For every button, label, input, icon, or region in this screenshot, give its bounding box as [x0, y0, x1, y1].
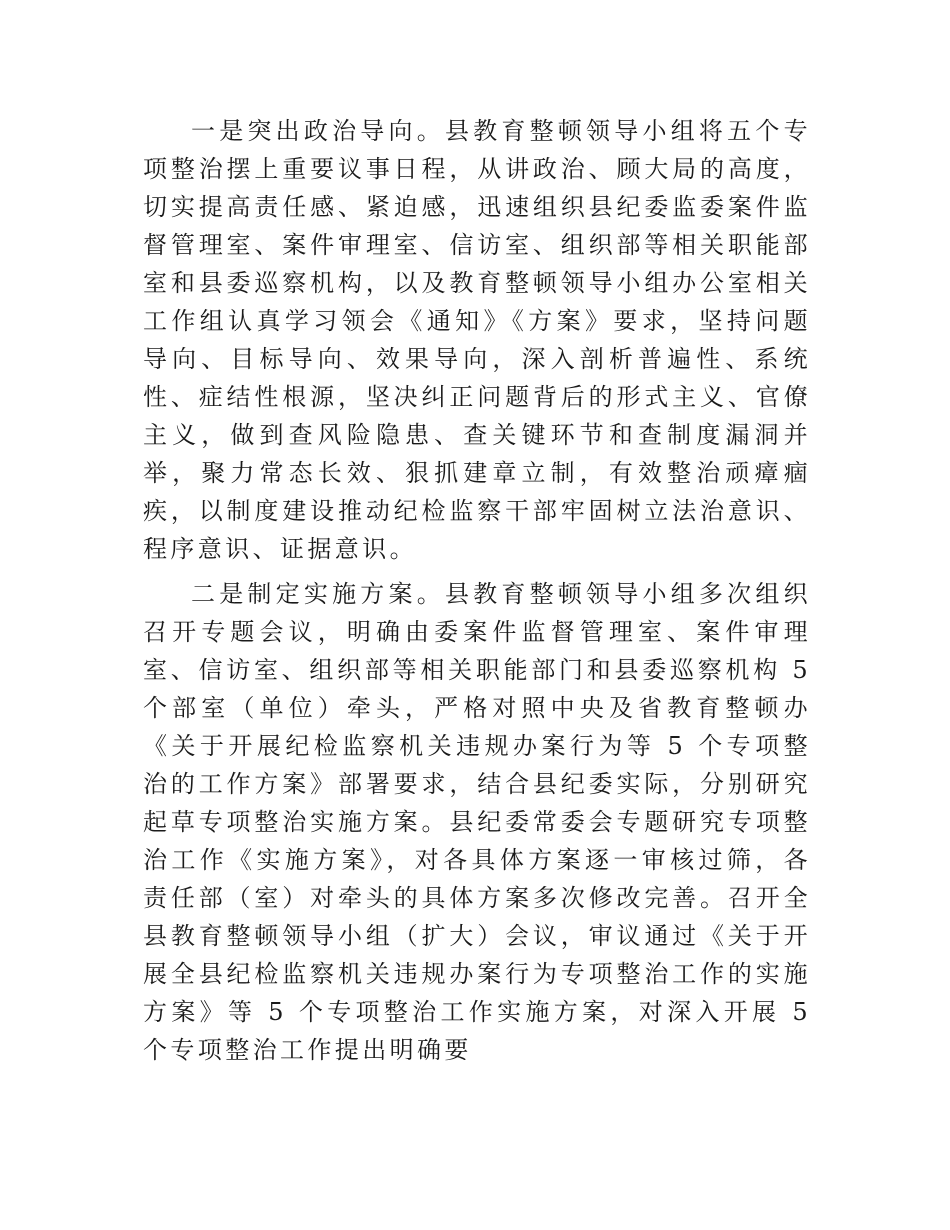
paragraph-implementation-plan: 二是制定实施方案。县教育整顿领导小组多次组织召开专题会议，明确由委案件监督管理室、案件审理室、信访室、组织部等相关职能部门和县委巡察机构 5 个部室（单位）牵头，严格对照中央及省教育整顿办《关于开展纪检监察机关违规办案行为等 5 个专项整治的工作方案》部署要求，结合县纪委实际，分别研究起草专项整治实施方案。县纪委常委会专题研究专项整治工作《实施方案》，对各具体方案逐一审核过筛，各责任部（室）对牵头的具体方案多次修改完善。召开全县教育整顿领导小组（扩大）会议，审议通过《关于开展全县纪检监察机关违规办案行为专项整治工作的实施方案》等 5 个专项整治工作实施方案，对深入开展 5 个专项整治工作提出明确要 [143, 580, 811, 1064]
document-body [143, 112, 811, 1069]
paragraph-political-orientation: 一是突出政治导向。县教育整顿领导小组将五个专项整治摆上重要议事日程，从讲政治、顾大局的高度，切实提高责任感、紧迫感，迅速组织县纪委监委案件监督管理室、案件审理室、信访室、组织部等相关职能部室和县委巡察机构，以及教育整顿领导小组办公室相关工作组认真学习领会《通知》《方案》要求，坚持问题导向、目标导向、效果导向，深入剖析普遍性、系统性、症结性根源，坚决纠正问题背后的形式主义、官僚主义，做到查风险隐患、查关键环节和查制度漏洞并举，聚力常态长效、狠抓建章立制，有效整治顽瘴痼疾，以制度建设推动纪检监察干部牢固树立法治意识、程序意识、证据意识。 [143, 117, 811, 563]
